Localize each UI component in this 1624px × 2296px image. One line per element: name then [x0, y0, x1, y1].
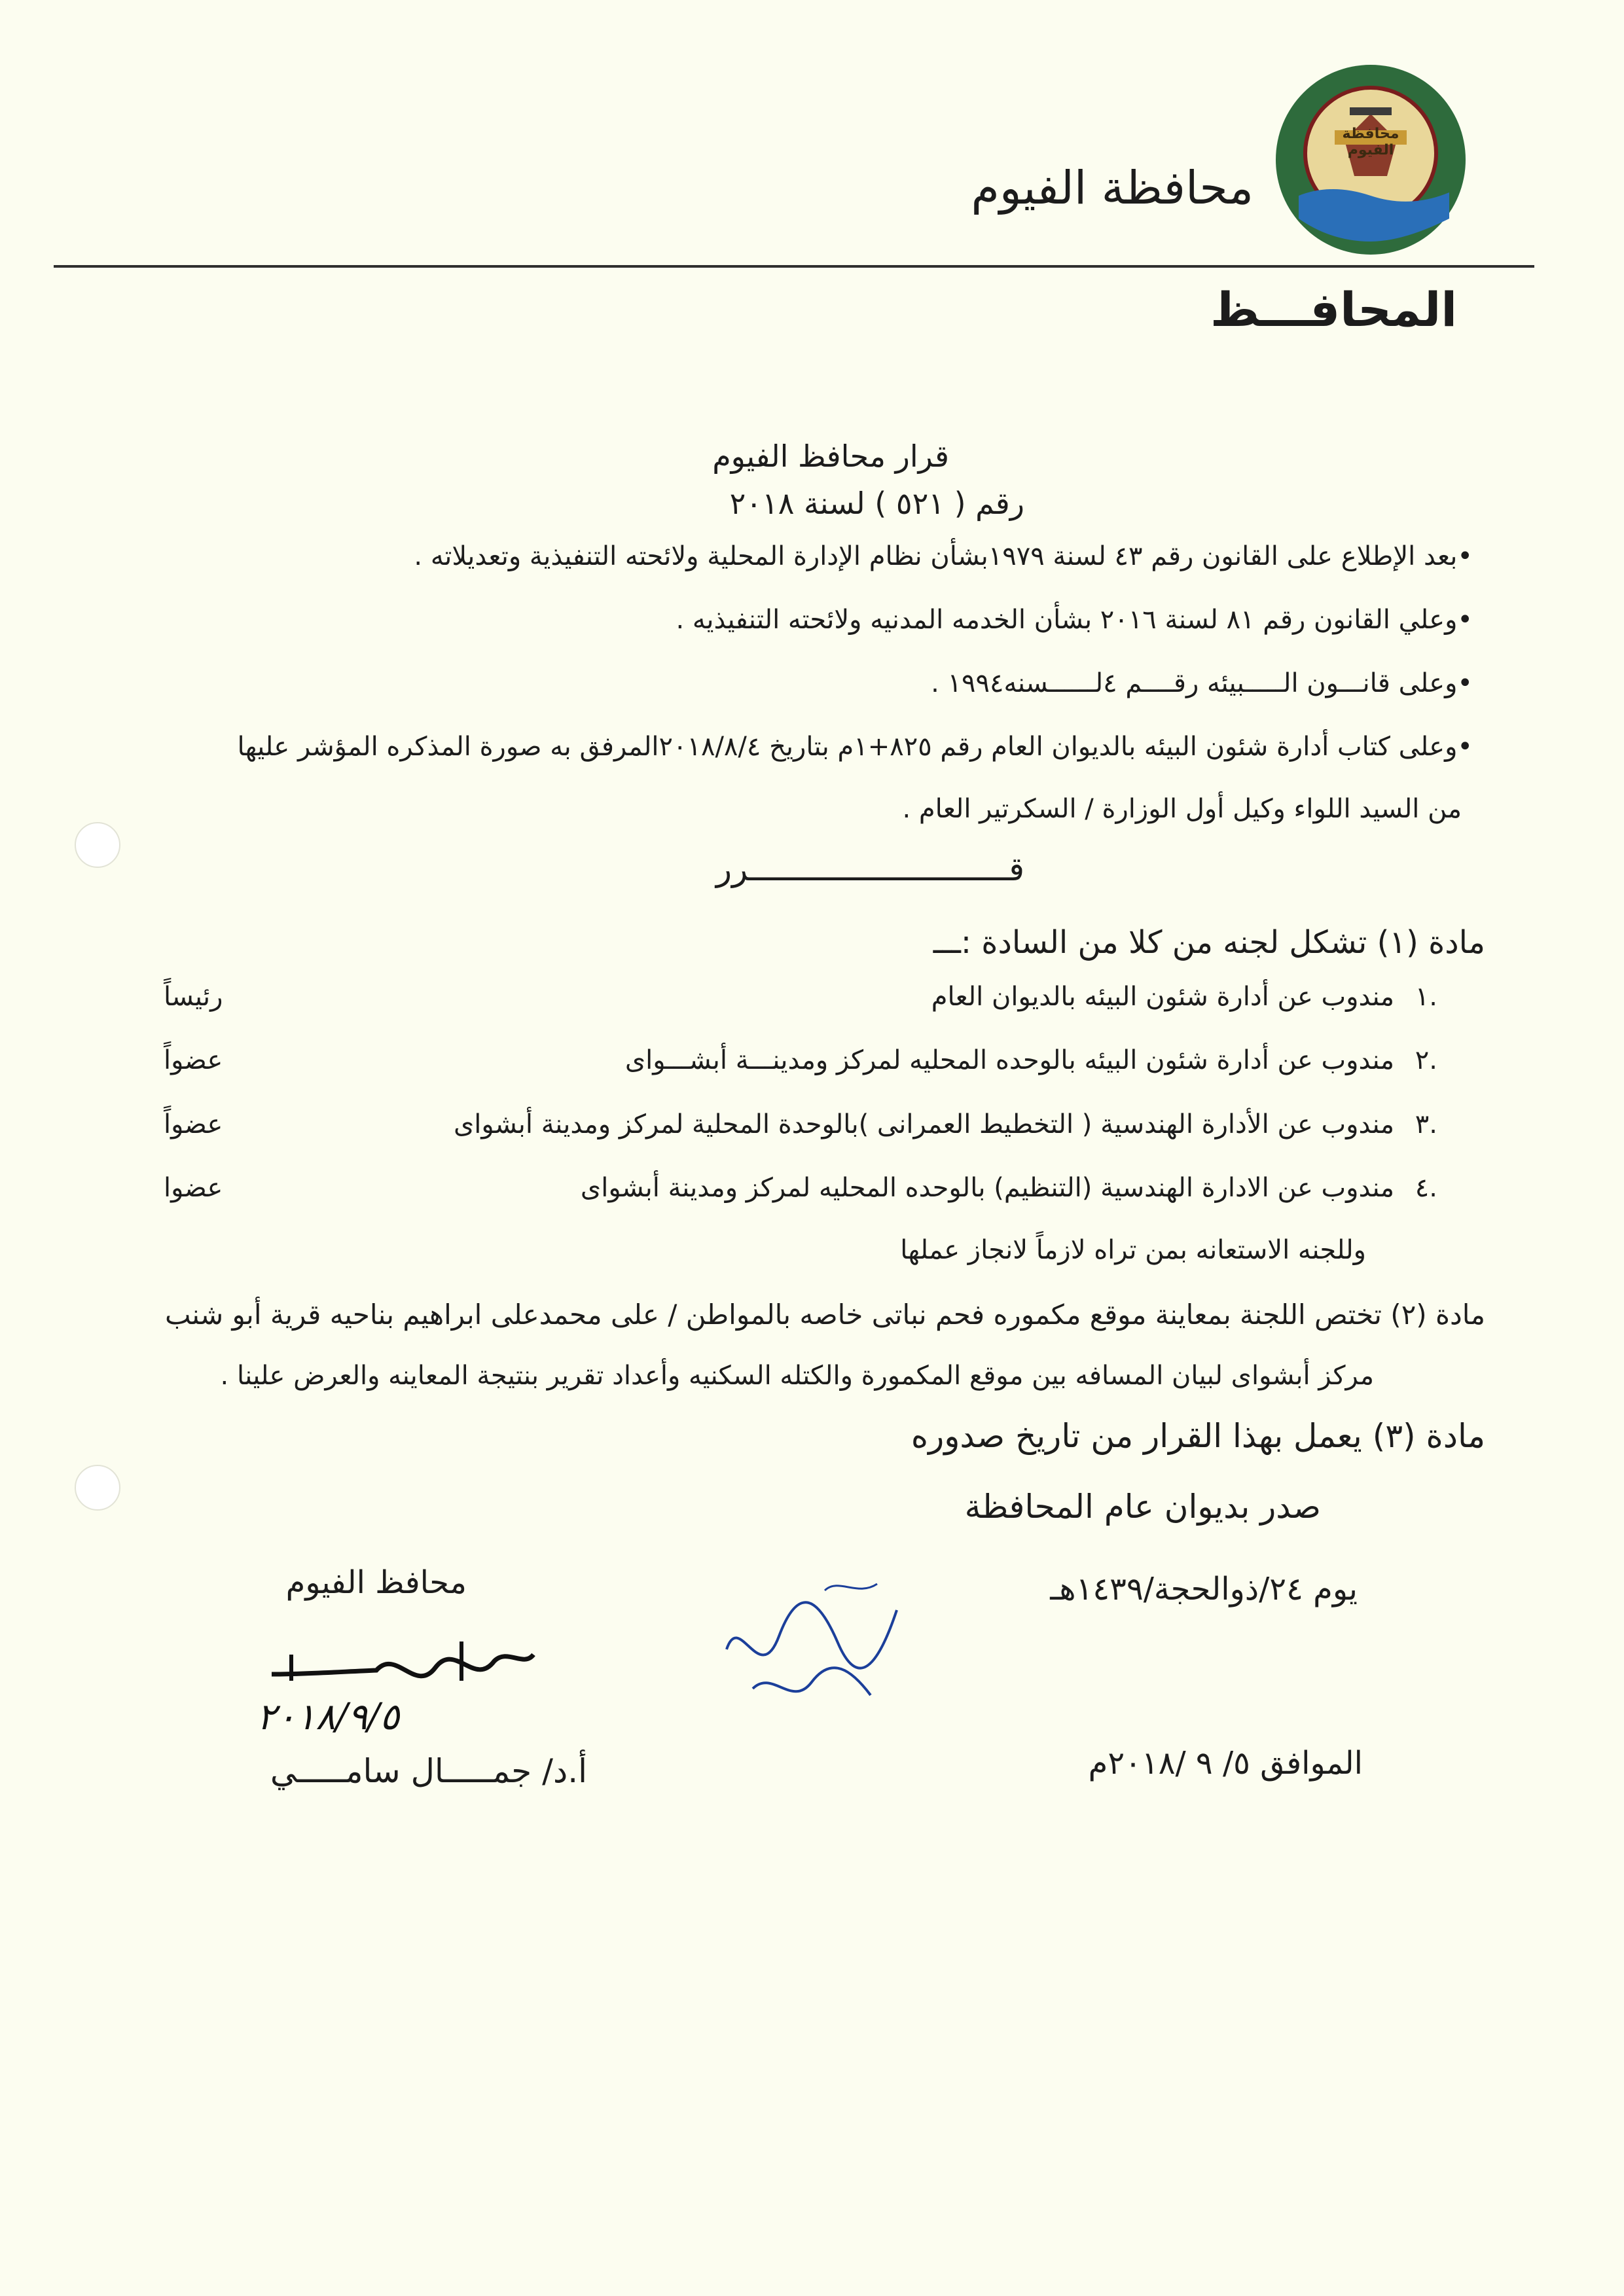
member-role: عضواً: [164, 1109, 223, 1139]
member-role: عضوا: [164, 1173, 223, 1203]
handwritten-date: ٢٠١٨/٩/٥: [257, 1696, 400, 1738]
member-row: [164, 1045, 1437, 1075]
member-row: [164, 1109, 1437, 1139]
punch-hole: [75, 822, 120, 868]
governorate-emblem: [1272, 62, 1469, 258]
signatory-name: أ.د/ جمـــــال سامـــــي: [270, 1752, 587, 1790]
member-role: عضواً: [164, 1045, 223, 1075]
member-text: مندوب عن أدارة شئون البيئه بالديوان العام: [931, 982, 1394, 1012]
member-row: [164, 982, 1437, 1012]
article-2-line: مادة (٢) تختص اللجنة بمعاينة موقع مكموره فحم نباتى خاصه بالمواطن / على محمدعلى ابراهيم بناحيه قرية أبو شنب: [165, 1299, 1485, 1331]
preamble-line: •وعلى كتاب أدارة شئون البيئه بالديوان العام رقم ٨٢٥+١م بتاريخ ٢٠١٨/٨/٤المرفق به صورة المذكره المؤشر عليها: [237, 732, 1473, 762]
preamble-line: من السيد اللواء وكيل أول الوزارة / السكرتير العام .: [902, 794, 1462, 824]
governorate-name: محافظة الفيوم: [971, 161, 1254, 215]
member-role: رئيساً: [164, 982, 223, 1012]
decides-heading: قـــــــــــــــــــــــــــرر: [715, 850, 1024, 888]
member-number: ٤.: [1415, 1173, 1437, 1203]
member-row: [164, 1173, 1437, 1203]
member-number: ١.: [1415, 982, 1437, 1012]
article-3: مادة (٣) يعمل بهذا القرار من تاريخ صدوره: [911, 1417, 1485, 1455]
preamble-line: •وعلي القانون رقم ٨١ لسنة ٢٠١٦ بشأن الخدمه المدنيه ولائحته التنفيذيه .: [676, 605, 1473, 635]
article-1-heading: مادة (١) تشكل لجنه من كلا من السادة :ـــ: [933, 924, 1485, 961]
header-divider: [54, 265, 1534, 268]
decree-title: قرار محافظ الفيوم: [712, 439, 949, 474]
preamble-line: •وعلى قانـــون الـــــبيئه رقــــم ٤لــــــسنه١٩٩٤ .: [931, 668, 1473, 698]
signatory-title: محافظ الفيوم: [285, 1564, 467, 1601]
member-number: ٢.: [1415, 1045, 1437, 1075]
article-2-line: مركز أبشواى لبيان المسافه بين موقع المكمورة والكتله السكنيه وأعداد تقرير بنتيجة المعاينه والعرض علينا .: [220, 1361, 1374, 1391]
decree-number: رقم ( ٥٢١ ) لسنة ٢٠١٨: [729, 486, 1024, 521]
member-text: مندوب عن الأدارة الهندسية ( التخطيط العمرانى )بالوحدة المحلية لمركز ومدينة أبشواى: [454, 1109, 1394, 1139]
gregorian-date: الموافق ٥/ ٩ /٢٠١٨م: [1088, 1745, 1363, 1782]
committee-note: وللجنه الاستعانه بمن تراه لازماً لانجاز عملها: [900, 1235, 1366, 1265]
governor-signature: [265, 1628, 540, 1703]
emblem-label: محافظة الفيوم: [1342, 126, 1399, 158]
member-number: ٣.: [1415, 1109, 1437, 1139]
hijri-date: يوم ٢٤/ذوالحجة/١٤٣٩هـ: [1050, 1571, 1358, 1607]
punch-hole: [75, 1465, 120, 1511]
reviewer-initials: [713, 1571, 910, 1724]
member-text: مندوب عن الادارة الهندسية (التنظيم) بالوحده المحليه لمركز ومدينة أبشواى: [580, 1173, 1394, 1203]
office-title: المحافـــظ: [1210, 282, 1457, 337]
preamble-line: •بعد الإطلاع على القانون رقم ٤٣ لسنة ١٩٧٩بشأن نظام الإدارة المحلية ولائحته التنفيذية وتعديلاته .: [414, 541, 1473, 571]
member-text: مندوب عن أدارة شئون البيئه بالوحده المحليه لمركز ومدينـــة أبشـــواى: [624, 1045, 1394, 1075]
issued-statement: صدر بديوان عام المحافظة: [964, 1488, 1321, 1526]
